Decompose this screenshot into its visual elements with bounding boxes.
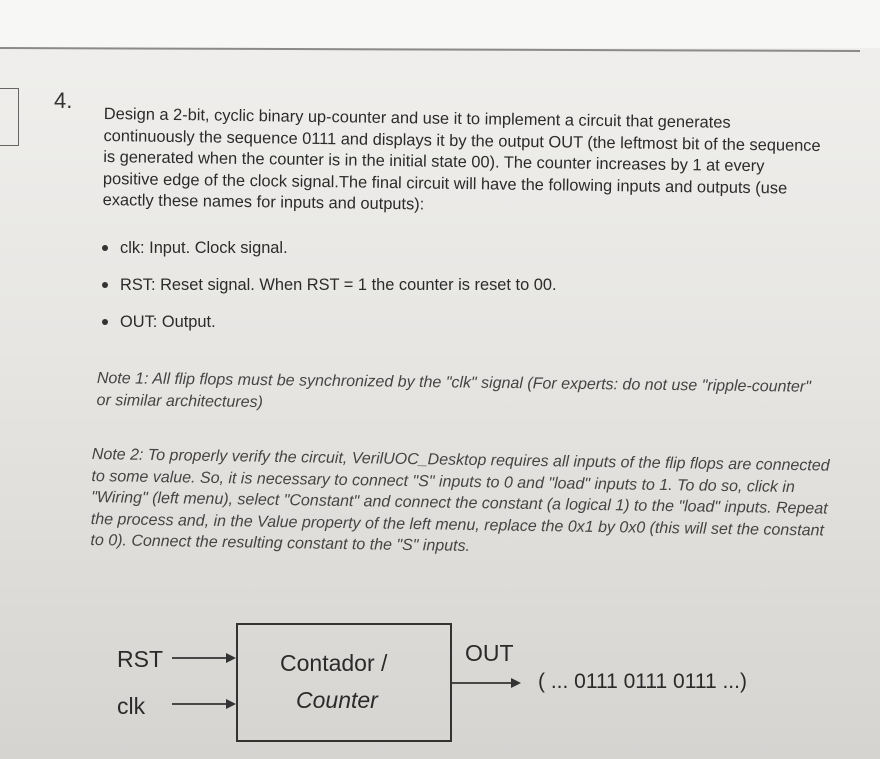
list-item-out: OUT: Output. [100, 312, 800, 332]
clk-arrow-icon [226, 699, 236, 709]
question-number: 4. [54, 88, 73, 113]
note-1: Note 1: All flip flops must be synchronized by the "clk" signal (For experts: do not use "ripple-counter" or similar architectures) [96, 369, 811, 411]
note-2: Note 2: To properly verify the circuit, VerilUOC_Desktop requires all inputs of the flip flops are connected to some value. So, it is necessary to connect "S" inputs to 0 and "load" inputs to 1. To do so, click in "Wiring" (left menu), select "Constant" and connect the constant (a logical 1) to the "load" inputs. Repeat the process and, in the Value property of the left menu, replace the 0x1 by 0x0 (this will set the constant to 0). Connect the resulting constant to the "S" inputs. [90, 445, 830, 556]
output-sequence: ( ... 0111 0111 0111 ...) [538, 670, 747, 693]
list-item-clk: clk: Input. Clock signal. [100, 238, 800, 258]
question-text: Design a 2-bit, cyclic binary up-counter and use it to implement a circuit that generates continuously the sequence 0111 and displays it by the output OUT (the leftmost bit of the sequence is generated when the counter is in the initial state 00). The counter increases by 1 at every positive edge of the clock signal.The final circuit will have the following inputs and outputs (use exactly these names for inputs and outputs): [102, 104, 821, 214]
box-label-line1: Contador / [280, 650, 388, 676]
out-arrow-icon [511, 678, 521, 688]
rst-label: RST [117, 646, 163, 672]
out-label: OUT [465, 640, 514, 666]
list-item-rst: RST: Reset signal. When RST = 1 the counter is reset to 00. [100, 275, 800, 295]
rst-arrow-icon [226, 653, 236, 663]
counter-box [237, 624, 451, 741]
box-label-line2: Counter [296, 687, 378, 713]
clk-label: clk [117, 693, 146, 719]
